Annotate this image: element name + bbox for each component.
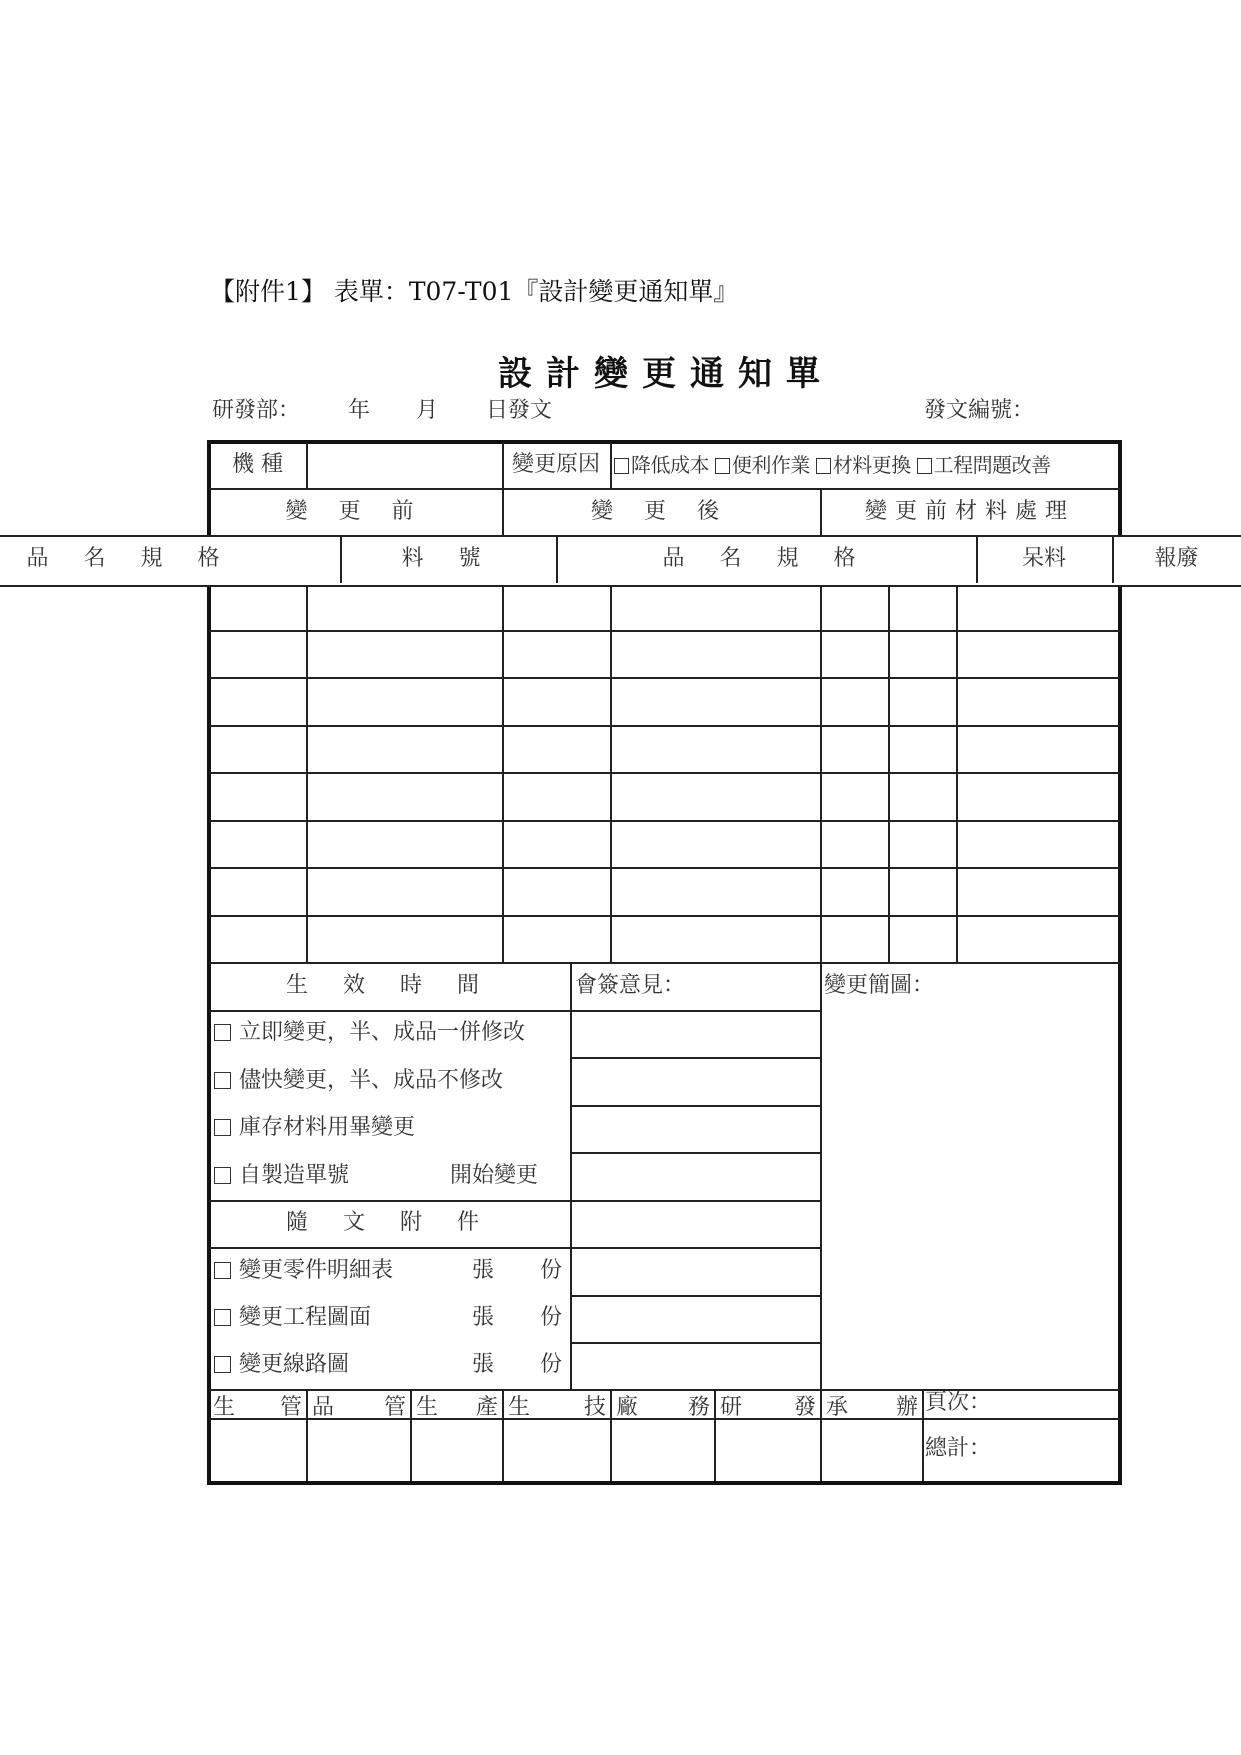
reason-option-convenience: 便利作業 <box>731 453 810 477</box>
month-label: 月 <box>416 398 439 423</box>
reason-option-engineering: 工程問題改善 <box>933 453 1051 477</box>
doc-number-label: 發文編號： <box>924 398 1035 423</box>
signoff-facilities: 廠 務 <box>616 1395 710 1420</box>
attachment-circuit[interactable]: 變更線路圖 <box>214 1352 349 1378</box>
attachments-title: 隨 文 附 件 <box>286 1210 493 1235</box>
effective-option-stock[interactable]: 庫存材料用畢變更 <box>214 1115 415 1141</box>
signoff-quality-control: 品 管 <box>312 1395 406 1420</box>
reason-option-material: 材料更換 <box>832 453 911 477</box>
checkbox-icon[interactable] <box>214 1072 231 1089</box>
form-title: 設計變更通知單 <box>498 354 834 394</box>
attachment-copies-label: 份 <box>540 1305 563 1330</box>
signoff-production-control: 生 管 <box>213 1395 302 1420</box>
reason-option-cost: 降低成本 <box>631 453 709 477</box>
attachment-parts-list[interactable]: 變更零件明細表 <box>214 1258 393 1284</box>
checkbox-icon[interactable] <box>816 458 831 474</box>
col-part-no: 料 號 <box>401 546 495 571</box>
col-dead-stock: 呆料 <box>1021 546 1066 571</box>
signoff-production-tech: 生 技 <box>508 1395 606 1420</box>
checkbox-icon[interactable] <box>214 1309 231 1326</box>
attachment-sheets-label: 張 <box>472 1258 495 1283</box>
checkbox-icon[interactable] <box>214 1356 231 1373</box>
checkbox-icon[interactable] <box>614 458 629 474</box>
effective-option-immediate[interactable]: 立即變更，半、成品一併修改 <box>214 1020 525 1046</box>
col-spec-before: 品 名 規 格 <box>26 546 234 571</box>
issue-date-label: 日發文 <box>486 398 553 423</box>
signoff-production: 生 產 <box>416 1395 498 1420</box>
sketch-label: 變更簡圖： <box>824 973 935 998</box>
checkbox-icon[interactable] <box>715 458 730 474</box>
start-change-label: 開始變更 <box>450 1163 539 1188</box>
cosign-label: 會簽意見： <box>575 973 686 998</box>
material-handling-label: 變更前材料處理 <box>864 499 1075 524</box>
reason-options <box>614 452 1051 478</box>
signoff-rnd: 研 發 <box>720 1395 816 1420</box>
attachment-copies-label: 份 <box>540 1258 563 1283</box>
reason-label: 變更原因 <box>511 452 600 477</box>
attachment-drawings[interactable]: 變更工程圖面 <box>214 1305 371 1331</box>
before-label: 變 更 前 <box>285 499 426 524</box>
signoff-handler: 承 辦 <box>826 1395 918 1420</box>
effective-option-asap[interactable]: 儘快變更，半、成品不修改 <box>214 1068 503 1094</box>
attachment-label: 【附件1】 表單：T07-T01『設計變更通知單』 <box>210 277 739 306</box>
attachment-sheets-label: 張 <box>472 1352 495 1377</box>
checkbox-icon[interactable] <box>917 458 932 474</box>
checkbox-icon[interactable] <box>214 1167 231 1184</box>
year-label: 年 <box>348 398 371 423</box>
page-number-label: 頁次： <box>925 1390 992 1415</box>
effective-option-self-made[interactable]: 自製造單號 <box>214 1163 349 1189</box>
attachment-copies-label: 份 <box>540 1352 563 1377</box>
total-label: 總計： <box>925 1436 992 1461</box>
col-scrap: 報廢 <box>1154 546 1199 571</box>
col-spec-after: 品 名 規 格 <box>662 546 870 571</box>
attachment-sheets-label: 張 <box>472 1305 495 1330</box>
checkbox-icon[interactable] <box>214 1119 231 1136</box>
checkbox-icon[interactable] <box>214 1024 231 1041</box>
checkbox-icon[interactable] <box>214 1262 231 1279</box>
effective-time-label: 生 效 時 間 <box>286 973 493 998</box>
model-label: 機 種 <box>232 452 283 477</box>
dept-label: 研發部： <box>212 398 301 423</box>
after-label: 變 更 後 <box>591 499 731 524</box>
